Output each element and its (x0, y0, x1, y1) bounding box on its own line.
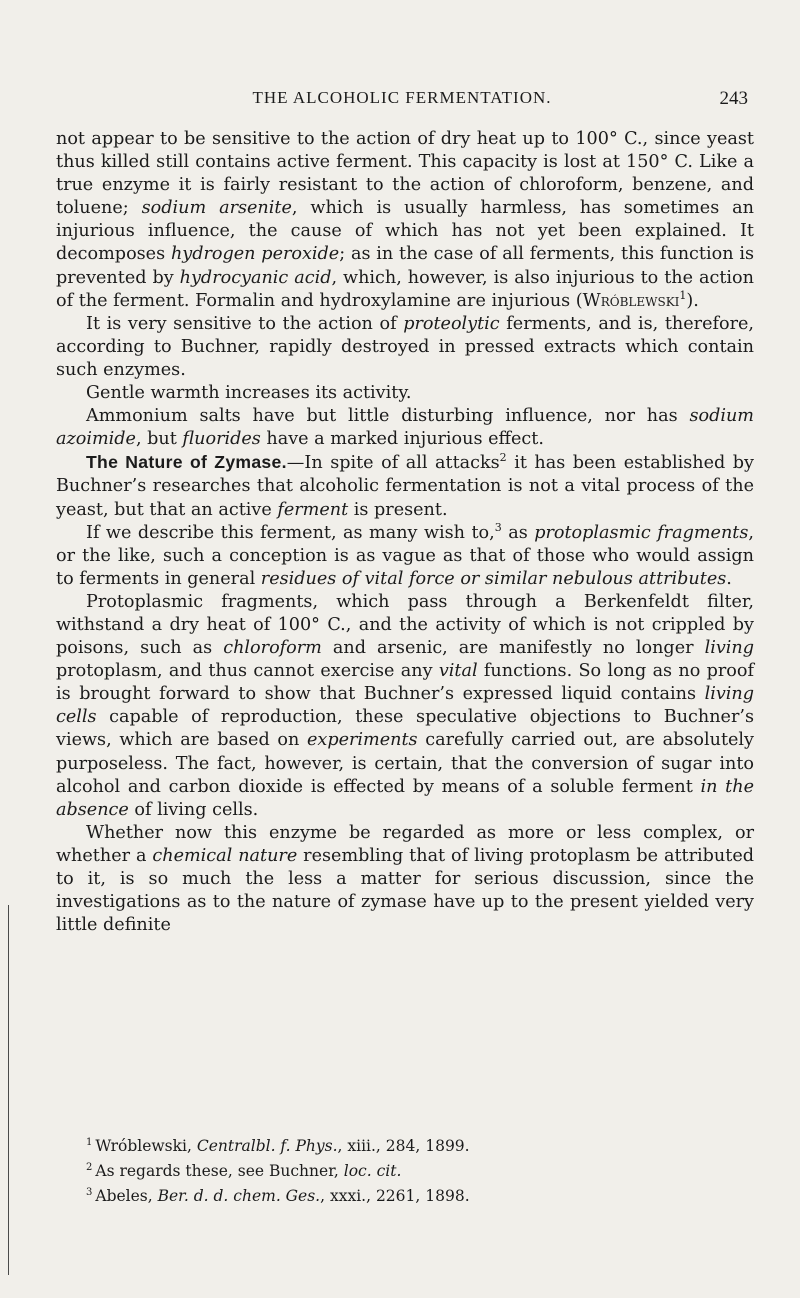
text-run: functions. So long as no proof is brought forward to show that Buchner’s expressed liquid contains (56, 661, 754, 705)
text-run: It is very sensitive to the action of (86, 313, 404, 334)
text-run: and arsenic, are manifestly no longer (321, 638, 705, 659)
italic-run: vital (438, 661, 478, 682)
footnote-mark: 1 (86, 1137, 93, 1148)
italic-run: loc. cit. (343, 1162, 402, 1180)
paragraph-8 (56, 822, 754, 937)
footnotes (86, 1132, 754, 1207)
italic-run: Ber. d. d. chem. Ges. (157, 1187, 321, 1205)
italic-run: fluorides (182, 429, 261, 450)
text-run: Wróblewski, (95, 1137, 197, 1155)
footnote-1 (86, 1132, 754, 1157)
italic-run: hydrogen peroxide (170, 244, 340, 265)
text-run: Protoplasmic fragments, which pass through a Berkenfeldt filter, withstand a dry heat of 100° C., and the activity of which is not crippled by poisons, such as (56, 591, 754, 659)
paragraph-4 (56, 405, 754, 451)
text-run: carefully carried out, are absolutely purposeless. The fact, however, is certain, that the conversion of sugar into alcohol and carbon dioxide is effected by means of a soluble ferment (56, 730, 754, 797)
section-heading: The Nature of Zymase. (86, 452, 287, 473)
italic-run: hydrocyanic acid (179, 267, 332, 288)
text-run: As regards these, see Buchner, (95, 1162, 344, 1180)
text-run: , xxxi., 2261, 1898. (320, 1187, 470, 1205)
footnote-ref: 1 (679, 288, 687, 302)
paragraph-2 (56, 313, 754, 382)
text-run: , or the like, such a conception is as vague as that of those who would assign to ferments in general (56, 522, 754, 589)
footnote-3 (86, 1182, 754, 1207)
text-run: protoplasm, and thus cannot exercise any (56, 661, 439, 682)
text-run: Whether now this enzyme be regarded as more or less complex, or whether a (56, 822, 754, 866)
text-run: have a marked injurious effect. (260, 429, 544, 450)
text-run: capable of reproduction, these speculative objections to Buchner’s views, which are based on (56, 707, 754, 751)
text-run: it has been established by Buchner’s researches that alcoholic fermentation is not a vital process of the yeast, but that an active (56, 453, 754, 520)
footnote-mark: 2 (86, 1162, 93, 1173)
italic-run: in the absence (56, 776, 754, 820)
author-small-caps: Wróblewski (582, 290, 680, 311)
paragraph-3 (56, 382, 754, 405)
paragraph-1 (56, 128, 754, 313)
text-run: Ammonium salts have but little disturbing influence, nor has (86, 406, 690, 427)
paragraph-6 (56, 522, 754, 591)
text-run: is present. (348, 499, 448, 520)
text-run: ). (686, 290, 699, 311)
italic-run: ferment (277, 499, 349, 520)
text-run: of living cells. (128, 799, 259, 820)
italic-run: chemical nature (152, 845, 298, 866)
text-run: resembling that of living protoplasm be attributed to it, is so much the less a matter for serious discussion, since the investigations as to the nature of zymase have up to the present yielded very little definite (56, 845, 755, 936)
page-header (56, 88, 748, 112)
text-run: ferments, and is, therefore, according to Buchner, rapidly destroyed in pressed extracts which contain such enzymes. (56, 313, 755, 380)
italic-run: proteolytic (403, 313, 500, 334)
page-edge-line (8, 905, 9, 1275)
italic-run: sodium arsenite (141, 198, 292, 219)
italic-run: living cells (56, 684, 754, 728)
text-run: , which, however, is also injurious to the action of the ferment. Formalin and hydroxylamine are injurious ( (56, 267, 754, 311)
text-run: Abeles, (95, 1187, 158, 1205)
body-text (56, 128, 754, 937)
italic-run: experiments (307, 730, 418, 751)
footnote-2 (86, 1157, 754, 1182)
text-run: , xiii., 284, 1899. (337, 1137, 470, 1155)
italic-run: living (704, 638, 754, 659)
paragraph-5 (56, 451, 754, 521)
italic-run: sodium azoimide (56, 406, 754, 450)
italic-run: protoplasmic fragments (534, 522, 749, 543)
text-run: as (501, 522, 535, 543)
text-run: If we describe this ferment, as many wish to, (86, 522, 495, 543)
page-number: 243 (719, 88, 748, 109)
text-run: —In spite of all attacks (286, 453, 500, 474)
text-run: not appear to be sensitive to the action of dry heat up to 100° C., since yeast thus killed still contains active ferment. This capacity is lost at 150° C. Like a true enzyme it is fairly resistant to the action of chloroform, benzene, and toluene; (56, 129, 754, 219)
italic-run: Centralbl. f. Phys. (196, 1137, 338, 1155)
footnote-ref: 2 (499, 451, 507, 465)
text-run: , which is usually harmless, has sometimes an injurious influence, the cause of which has not yet been explained. It decomposes (56, 198, 754, 265)
running-head: THE ALCOHOLIC FERMENTATION. (252, 88, 552, 107)
footnote-ref: 3 (494, 520, 502, 534)
footnote-mark: 3 (86, 1187, 93, 1198)
italic-run: chloroform (223, 638, 322, 659)
text-run: Gentle warmth increases its activity. (86, 383, 412, 404)
text-run: , but (135, 429, 183, 450)
paragraph-7 (56, 591, 754, 822)
text-run: . (726, 568, 732, 589)
italic-run: residues of vital force or similar nebulous attributes (260, 568, 727, 589)
text-run: ; as in the case of all ferments, this function is prevented by (56, 244, 754, 288)
